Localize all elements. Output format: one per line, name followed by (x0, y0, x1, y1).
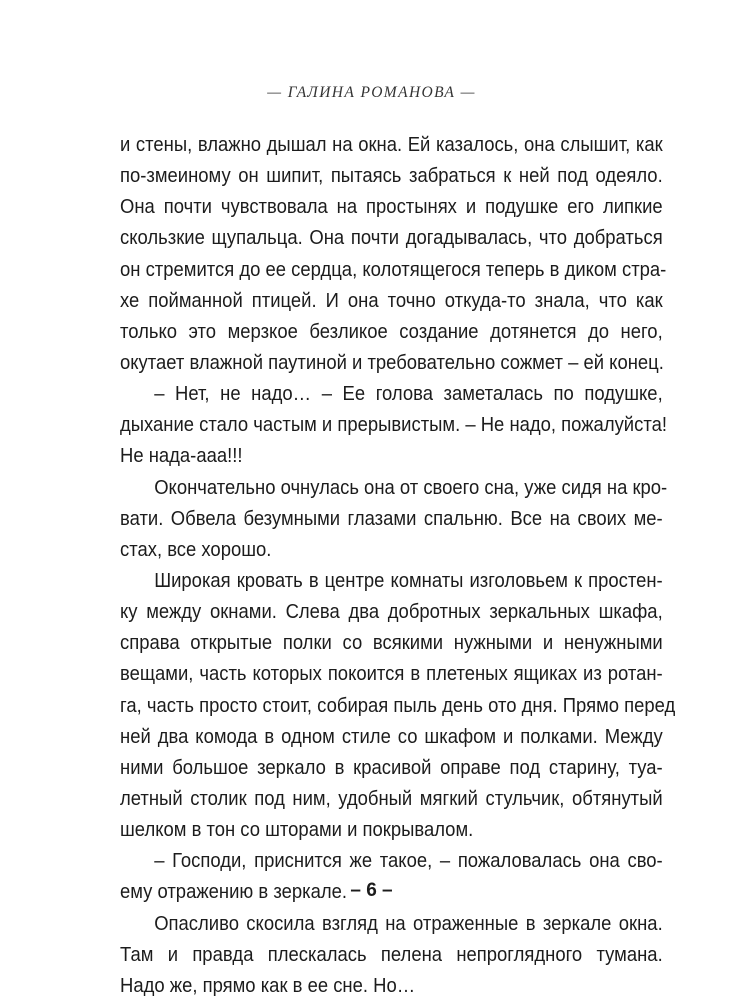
text-line: только это мерзкое безликое создание дотянется до него, (120, 319, 663, 343)
text-line: ку между окнами. Слева два добротных зеркальных шкафа, (120, 600, 663, 624)
text-line: справа открытые полки со всякими нужными и ненужными (120, 631, 663, 655)
body-text (120, 129, 676, 1001)
text-line: ней два комода в одном стиле со шкафом и полками. Между (120, 724, 663, 748)
text-line: окутает влажной паутиной и требовательно сожмет – ей конец. (120, 350, 664, 374)
text-line: дыхание стало частым и прерывистым. – Не надо, пожалуйста! (120, 413, 667, 437)
text-line: шелком в тон со шторами и покрывалом. (120, 818, 474, 842)
text-line: Окончательно очнулась она от своего сна, уже сидя на кро- (154, 475, 668, 499)
text-line: Широкая кровать в центре комнаты изголовьем к простен- (154, 568, 663, 592)
text-line: Там и правда плескалась пелена непроглядного тумана. (120, 942, 663, 966)
page-number: – 6 – (350, 880, 393, 901)
text-line: вати. Обвела безумными глазами спальню. Все на своих ме- (120, 506, 663, 530)
text-line: летный столик под ним, удобный мягкий стульчик, обтянутый (120, 786, 663, 810)
text-line: Надо же, прямо как в ее сне. Но… (120, 973, 416, 997)
text-line: Не нада-ааа!!! (120, 444, 243, 468)
text-line: скользкие щупальца. Она почти догадывалась, что добраться (120, 226, 663, 250)
text-line: стах, все хорошо. (120, 537, 272, 561)
text-line: вещами, часть которых покоится в плетеных ящиках из ротан- (120, 662, 663, 686)
text-line: по-змеиному он шипит, пытаясь забраться к ней под одеяло. (120, 164, 663, 188)
text-line: – Нет, не надо… – Ее голова заметалась по подушке, (154, 382, 663, 406)
text-line: Она почти чувствовала на простынях и подушке его липкие (120, 195, 663, 219)
text-line: ними большое зеркало в красивой оправе под старину, туа- (120, 755, 663, 779)
text-line: ему отражению в зеркале. (120, 880, 347, 904)
text-line: хе пойманной птицей. И она точно откуда-то знала, что как (120, 288, 663, 312)
text-line: га, часть просто стоит, собирая пыль день ото дня. Прямо перед (120, 693, 676, 717)
text-line: Опасливо скосила взгляд на отраженные в зеркале окна. (154, 911, 663, 935)
text-line: – Господи, приснится же такое, – пожаловалась она сво- (154, 849, 663, 873)
running-header: — ГАЛИНА РОМАНОВА — (267, 84, 476, 101)
text-line: он стремится до ее сердца, колотящегося теперь в диком стра- (120, 257, 667, 281)
text-line: и стены, влажно дышал на окна. Ей казалось, она слышит, как (120, 133, 663, 156)
